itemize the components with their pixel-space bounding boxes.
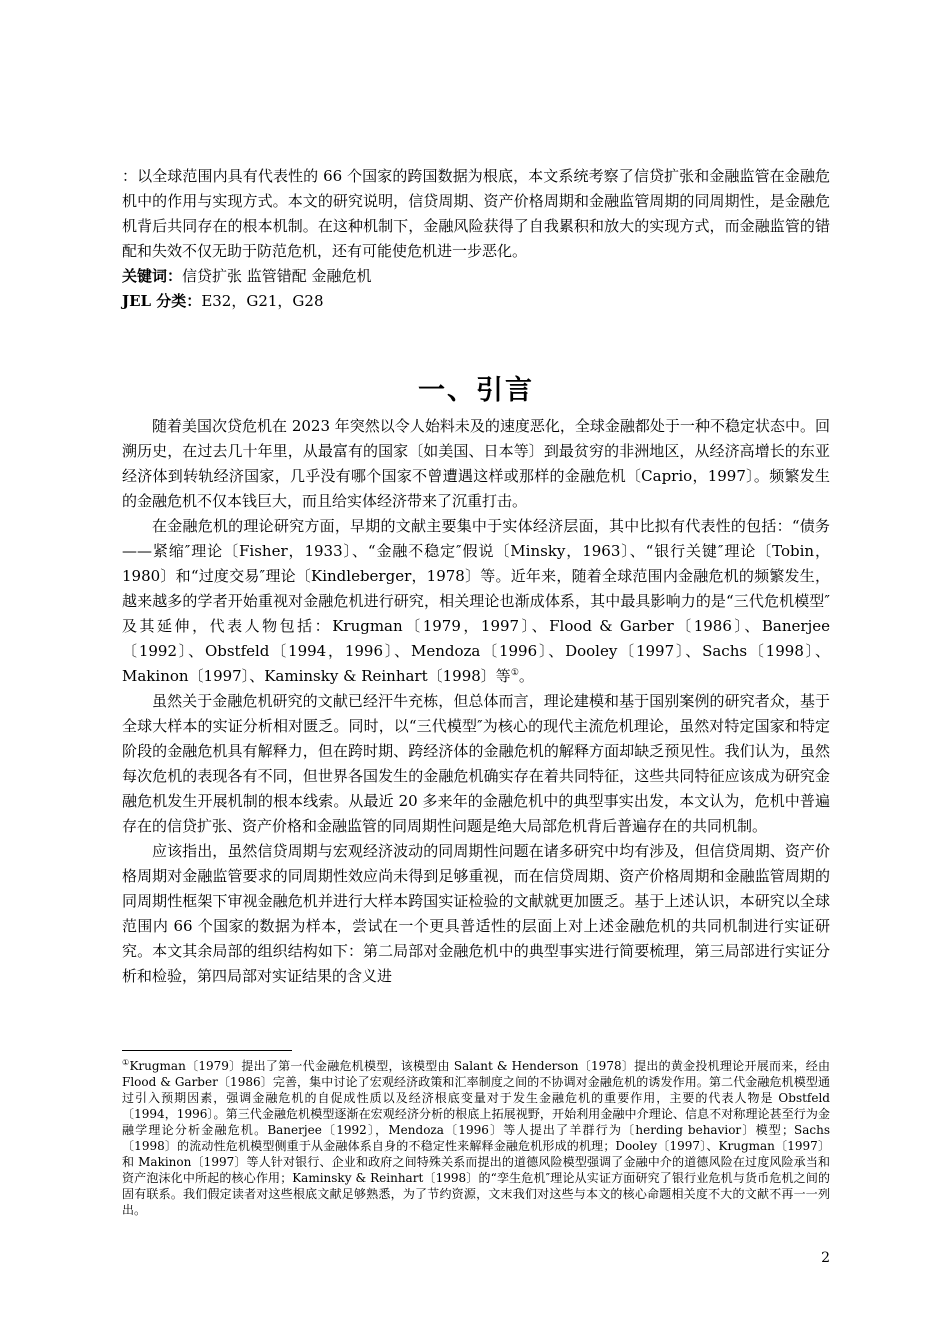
jel-label: JEL 分类： <box>122 292 202 310</box>
paragraph-2-text: 在金融危机的理论研究方面，早期的文献主要集中于实体经济层面，其中比拟有代表性的包括：“债务——紧缩″理论〔Fisher，1933〕、“金融不稳定″假说〔Minsky，1963〕、“银行关键″理论〔Tobin，1980〕和“过度交易″理论〔Kindleberger，1978〕等。近年来，随着全球范围内金融危机的频繁发生，越来越多的学者开始重视对金融危机进行研究，相关理论也渐成体系，其中最具影响力的是“三代危机模型″及其延伸，代表人物包括：Krugman〔1979，1997〕、Flood & Garber〔1986〕、Banerjee〔1992〕、Obstfeld〔1994，1996〕、Mendoza〔1996〕、Dooley〔1997〕、Sachs〔1998〕、Makinon〔1997〕、Kaminsky & Reinhart〔1998〕等 <box>122 517 830 685</box>
body-text <box>122 414 830 989</box>
keywords-value: 信贷扩张 监管错配 金融危机 <box>182 267 372 285</box>
footnote-marker: ① <box>122 1058 130 1067</box>
footnote-text: Krugman〔1979〕提出了第一代金融危机模型，该模型由 Salant & Henderson〔1978〕提出的黄金投机理论开展而来，经由 Flood & Garber〔1986〕完善，集中讨论了宏观经济政策和汇率制度之间的不协调对金融危机的诱发作用。第二代金融危机模型通过引入预期因素，强调金融危机的自促成性质以及经济根底变量对于发生金融危机的重要作用，主要的代表人物是 Obstfeld〔1994，1996〕。第三代金融危机模型逐渐在宏观经济分析的根底上拓展视野，开始利用金融中介理论、信息不对称理论甚至行为金融学理论分析金融危机。Banerjee〔1992〕，Mendoza〔1996〕等人提出了羊群行为〔herding behavior〕模型；Sachs〔1998〕的流动性危机模型侧重于从金融体系自身的不稳定性来解释金融危机形成的机理；Dooley〔1997〕、Krugman〔1997〕和 Makinon〔1997〕等人针对银行、企业和政府之间特殊关系而提出的道德风险模型强调了金融中介的道德风险在过度风险承当和资产泡沫化中所起的核心作用；Kaminsky & Reinhart〔1998〕的“孪生危机″理论从实证方面研究了银行业危机与货币危机之间的固有联系。我们假定读者对这些根底文献足够熟悉，为了节约资源，文末我们对这些与本文的核心命题相关度不大的文献不再一一列出。 <box>122 1059 830 1217</box>
jel-line <box>122 289 830 314</box>
keywords-line <box>122 264 830 289</box>
paragraph-2-end: 。 <box>518 667 534 685</box>
section-title: 一、引言 <box>418 375 534 406</box>
jel-value: E32，G21，G28 <box>201 292 324 310</box>
footnote-1 <box>122 1058 830 1218</box>
paragraph-4: 应该指出，虽然信贷周期与宏观经济波动的同周期性问题在诸多研究中均有涉及，但信贷周期、资产价格周期对金融监管要求的同周期性效应尚未得到足够重视，而在信贷周期、资产价格周期和金融监管周期的同周期性框架下审视金融危机并进行大样本跨国实证检验的文献就更加匮乏。基于上述认识，本研究以全球范围内 66 个国家的数据为样本，尝试在一个更具普适性的层面上对上述金融危机的共同机制进行实证研究。本文其余局部的组织结构如下：第二局部对金融危机中的典型事实进行简要梳理，第三局部进行实证分析和检验，第四局部对实证结果的含义进 <box>122 842 830 985</box>
page-number: 2 <box>821 1250 830 1266</box>
keywords-label: 关键词： <box>122 267 183 285</box>
footnote-block <box>122 1058 830 1218</box>
footnote-divider <box>122 1050 292 1051</box>
abstract-block <box>122 164 830 314</box>
abstract-text: ：以全球范围内具有代表性的 66 个国家的跨国数据为根底，本文系统考察了信贷扩张和金融监管在金融危机中的作用与实现方式。本文的研究说明，信贷周期、资产价格周期和金融监管周期的同周期性，是金融危机背后共同存在的根本机制。在这种机制下，金融风险获得了自我累积和放大的实现方式，而金融监管的错配和失效不仅无助于防范危机，还有可能使危机进一步恶化。 <box>122 167 830 260</box>
paragraph-3: 虽然关于金融危机研究的文献已经汗牛充栋，但总体而言，理论建模和基于国别案例的研究者众，基于全球大样本的实证分析相对匮乏。同时，以“三代模型″为核心的现代主流危机理论，虽然对特定国家和特定阶段的金融危机具有解释力，但在跨时期、跨经济体的金融危机的解释方面却缺乏预见性。我们认为，虽然每次危机的表现各有不同，但世界各国发生的金融危机确实存在着共同特征，这些共同特征应该成为研究金融危机发生开展机制的根本线索。从最近 20 多来年的金融危机中的典型事实出发，本文认为，危机中普遍存在的信贷扩张、资产价格和金融监管的同周期性问题是绝大局部危机背后普遍存在的共同机制。 <box>122 692 830 835</box>
footnote-reference[interactable]: ① <box>510 668 519 678</box>
paragraph-2 <box>122 514 830 689</box>
paragraph-1: 随着美国次贷危机在 2023 年突然以令人始料未及的速度恶化，全球金融都处于一种不稳定状态中。回溯历史，在过去几十年里，从最富有的国家〔如美国、日本等〕到最贫穷的非洲地区，从经济高增长的东亚经济体到转轨经济国家，几乎没有哪个国家不曾遭遇这样或那样的金融危机〔Caprio，1997〕。频繁发生的金融危机不仅本钱巨大，而且给实体经济带来了沉重打击。 <box>122 417 830 510</box>
